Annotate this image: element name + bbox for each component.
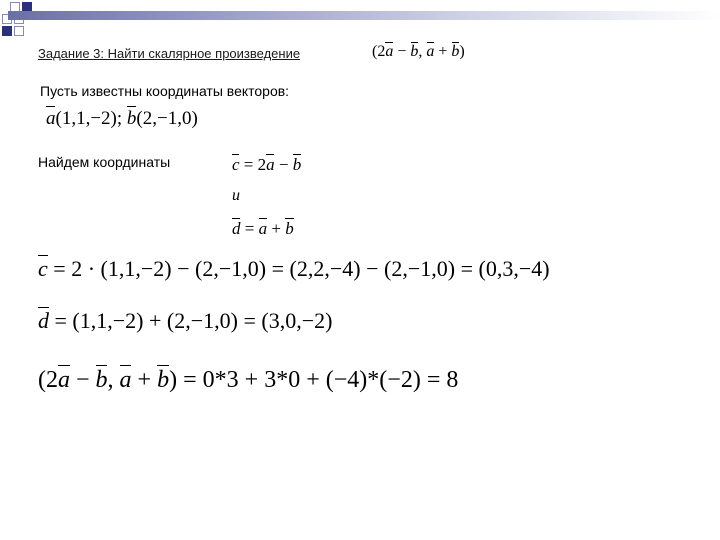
and-word: и [232,187,240,204]
c-definition: c = 2a − b [232,155,302,174]
dot-product-result: (2a − b, a + b) = 0*3 + 3*0 + (−4)*(−2) = 8 [38,367,459,393]
header-gradient-line [8,11,720,20]
known-vectors-label: Пусть известны координаты векторов: [40,83,290,99]
square-decoration [2,26,12,36]
decorative-squares [0,0,60,40]
vectors-coordinates: a(1,1,−2); b(2,−1,0) [46,108,198,129]
task-formula: (2a − b, a + b) [372,43,465,60]
d-calculation: d = (1,1,−2) + (2,−1,0) = (3,0,−2) [38,308,333,333]
c-calculation: c = 2 · (1,1,−2) − (2,−1,0) = (2,2,−4) − (2,−1,0) = (0,3,−4) [38,256,550,281]
find-coordinates-label: Найдем координаты [38,154,171,170]
square-decoration [14,26,24,36]
task-title: Задание 3: Найти скалярное произведение [38,46,301,61]
d-definition: d = a + b [232,219,294,238]
